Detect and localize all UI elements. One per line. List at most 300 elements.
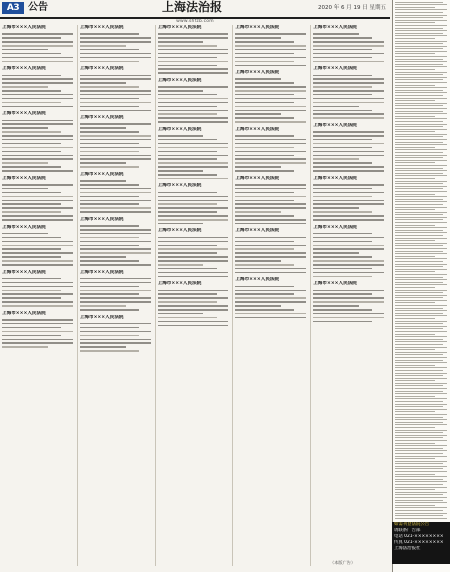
notice-text-line bbox=[158, 256, 229, 258]
notice-text-line bbox=[313, 75, 372, 77]
notice-text-line bbox=[80, 211, 151, 213]
court-notice bbox=[80, 217, 154, 266]
sidebar-text-line bbox=[395, 111, 443, 112]
notice-text-line bbox=[235, 223, 306, 225]
notice-text-line bbox=[158, 321, 229, 323]
notice-text-line bbox=[313, 45, 384, 47]
notice-text-line bbox=[2, 305, 73, 307]
notice-text-line bbox=[80, 241, 151, 243]
website-url: www.shfzb.com bbox=[176, 19, 214, 24]
notice-text-line bbox=[313, 139, 372, 141]
notice-text-line bbox=[80, 135, 151, 137]
sidebar-text-line bbox=[395, 160, 447, 161]
notice-text-line bbox=[80, 143, 139, 145]
notice-title: 上海市×××人民法院 bbox=[235, 228, 280, 234]
sidebar-text-line bbox=[395, 266, 443, 267]
sidebar-text-line bbox=[395, 199, 443, 200]
court-notice bbox=[313, 225, 387, 278]
notice-text-line bbox=[313, 233, 372, 235]
notice-text-line bbox=[80, 110, 151, 112]
notice-text-line bbox=[2, 200, 73, 202]
notice-text-line bbox=[313, 57, 372, 59]
notice-text-line bbox=[235, 117, 294, 119]
court-notice bbox=[2, 66, 76, 107]
sidebar-text-line bbox=[395, 191, 447, 192]
sidebar-text-line bbox=[395, 82, 447, 83]
sidebar-text-line bbox=[395, 360, 443, 361]
sidebar-text-line bbox=[395, 411, 435, 412]
notice-text-line bbox=[80, 342, 151, 344]
notice-text-line bbox=[80, 309, 139, 311]
notice-title: 上海市×××人民法院 bbox=[79, 216, 124, 222]
sidebar-text-line bbox=[395, 155, 447, 156]
sidebar-text-line bbox=[395, 181, 447, 182]
notice-text-line bbox=[80, 162, 126, 164]
notice-title: 上海市×××人民法院 bbox=[2, 269, 46, 275]
notice-title: 上海市×××人民法院 bbox=[2, 66, 46, 72]
sidebar-text-line bbox=[395, 492, 447, 493]
sidebar-text-line bbox=[395, 261, 443, 262]
sidebar-text-line bbox=[395, 463, 443, 464]
notice-text-line bbox=[313, 241, 372, 243]
notice-text-line bbox=[80, 203, 139, 205]
notice-text-line bbox=[313, 151, 384, 153]
notice-text-line bbox=[80, 327, 139, 329]
notice-text-line bbox=[235, 252, 306, 254]
notice-text-line bbox=[235, 290, 306, 292]
sidebar-text-line bbox=[395, 256, 435, 257]
notice-text-line bbox=[2, 94, 73, 96]
sidebar-text-line bbox=[395, 28, 443, 29]
notice-text-line bbox=[235, 94, 294, 96]
notice-text-line bbox=[313, 106, 359, 108]
notice-text-line bbox=[80, 278, 151, 280]
newspaper-masthead: 上海法治报 bbox=[162, 0, 223, 14]
notice-text-line bbox=[158, 110, 229, 112]
court-notice bbox=[235, 70, 309, 123]
sidebar-text-line bbox=[395, 448, 443, 449]
sidebar-text-line bbox=[395, 510, 443, 511]
notice-title: 上海市×××人民法院 bbox=[235, 70, 280, 76]
notice-text-line bbox=[80, 90, 151, 92]
sidebar-text-line bbox=[395, 502, 447, 503]
court-notice bbox=[2, 311, 76, 348]
notice-text-line bbox=[80, 184, 139, 186]
advertisement-box bbox=[392, 522, 450, 564]
notice-text-line bbox=[80, 123, 151, 125]
sidebar-text-line bbox=[395, 204, 443, 205]
sidebar-text-line bbox=[395, 515, 443, 516]
notice-text-line bbox=[313, 256, 372, 258]
court-notice bbox=[313, 281, 387, 322]
notice-text-line bbox=[235, 106, 306, 108]
notice-text-line bbox=[235, 260, 281, 262]
ad-text-line: 上海法治报社 bbox=[394, 546, 421, 551]
sidebar-text-line bbox=[395, 149, 447, 150]
notice-text-line bbox=[158, 143, 229, 145]
notice-text-line bbox=[2, 215, 73, 217]
notice-text-line bbox=[158, 264, 204, 266]
notice-text-line bbox=[2, 151, 61, 153]
notice-text-line bbox=[235, 49, 306, 51]
sidebar-text-line bbox=[395, 383, 447, 384]
notice-text-line bbox=[313, 200, 384, 202]
notice-text-line bbox=[80, 188, 151, 190]
sidebar-text-line bbox=[395, 507, 447, 508]
sidebar-text-line bbox=[395, 331, 447, 332]
notice-text-line bbox=[80, 350, 139, 352]
sidebar-text-line bbox=[395, 284, 447, 285]
sidebar-text-line bbox=[395, 165, 447, 166]
sidebar-text-line bbox=[395, 295, 447, 296]
notice-text-line bbox=[235, 256, 306, 258]
notice-title: 上海市×××人民法院 bbox=[157, 281, 202, 287]
sidebar-text-line bbox=[395, 240, 435, 241]
notice-text-line bbox=[158, 158, 217, 160]
notice-text-line bbox=[313, 98, 384, 100]
sidebar-text-line bbox=[395, 489, 435, 490]
sidebar-text-line bbox=[395, 175, 447, 176]
notice-text-line bbox=[235, 245, 306, 247]
notice-text-line bbox=[313, 264, 384, 266]
notice-text-line bbox=[2, 102, 61, 104]
sidebar-text-line bbox=[395, 53, 435, 54]
court-notice bbox=[80, 66, 154, 111]
notice-text-line bbox=[313, 53, 384, 55]
sidebar-text-line bbox=[395, 108, 447, 109]
notice-text-line bbox=[235, 237, 306, 239]
sidebar-text-line bbox=[395, 258, 447, 259]
notice-text-line bbox=[158, 301, 217, 303]
notice-text-line bbox=[313, 268, 372, 270]
notice-title: 上海市×××人民法院 bbox=[79, 25, 124, 30]
sidebar-text-line bbox=[395, 207, 447, 208]
sidebar-text-line bbox=[395, 168, 443, 169]
sidebar-text-line bbox=[395, 212, 447, 213]
notice-text-line bbox=[235, 192, 294, 194]
sidebar-text-line bbox=[395, 484, 443, 485]
notice-title: 上海市×××人民法院 bbox=[79, 115, 124, 121]
notice-text-line bbox=[313, 260, 384, 262]
notice-text-line bbox=[80, 293, 139, 295]
sidebar-text-line bbox=[395, 121, 443, 122]
sidebar-text-line bbox=[395, 139, 447, 140]
notice-text-line bbox=[235, 102, 294, 104]
notice-text-line bbox=[80, 252, 151, 254]
notice-text-line bbox=[2, 331, 73, 333]
sidebar-text-line bbox=[395, 354, 443, 355]
sidebar-text-line bbox=[395, 126, 443, 127]
sidebar-text-line bbox=[395, 419, 447, 420]
sidebar-text-line bbox=[395, 134, 447, 135]
notice-text-line bbox=[235, 309, 294, 311]
sidebar-text-line bbox=[395, 232, 447, 233]
sidebar-text-line bbox=[395, 313, 443, 314]
ad-text-line: 请联系广告部 bbox=[394, 528, 421, 533]
notice-text-line bbox=[2, 49, 48, 51]
sidebar-text-line bbox=[395, 435, 447, 436]
notice-text-line bbox=[80, 45, 126, 47]
sidebar-text-line bbox=[395, 219, 443, 220]
sidebar-text-line bbox=[395, 393, 447, 394]
notice-text-line bbox=[313, 196, 372, 198]
sidebar-text-line bbox=[395, 87, 447, 88]
notice-text-line bbox=[235, 90, 306, 92]
notice-text-line bbox=[158, 135, 204, 137]
notice-text-line bbox=[313, 305, 359, 307]
notice-text-line bbox=[158, 68, 229, 70]
notice-text-line bbox=[313, 293, 372, 295]
court-notice bbox=[2, 270, 76, 307]
notice-text-line bbox=[2, 339, 73, 341]
notice-text-line bbox=[235, 272, 306, 274]
notice-text-line bbox=[2, 264, 73, 266]
notice-title: 上海市×××人民法院 bbox=[157, 228, 202, 234]
notice-text-line bbox=[313, 297, 384, 299]
notice-text-line bbox=[158, 211, 217, 213]
notice-text-line bbox=[313, 33, 359, 35]
court-notice bbox=[313, 123, 387, 172]
notice-text-line bbox=[2, 61, 73, 63]
sidebar-text-line bbox=[395, 147, 435, 148]
ad-text-line: 电话 021-×××××××× bbox=[394, 534, 444, 539]
court-notice bbox=[158, 127, 232, 180]
notice-text-line bbox=[158, 98, 229, 100]
notice-text-line bbox=[158, 305, 229, 307]
notice-text-line bbox=[80, 86, 139, 88]
notice-title: 上海市×××人民法院 bbox=[2, 111, 46, 117]
sidebar-text-line bbox=[395, 339, 443, 340]
notice-text-line bbox=[313, 117, 384, 119]
notice-text-line bbox=[158, 207, 229, 209]
notice-text-line bbox=[158, 45, 217, 47]
notice-text-line bbox=[80, 82, 126, 84]
notice-text-line bbox=[313, 49, 372, 51]
sidebar-text-line bbox=[395, 479, 443, 480]
sidebar-text-line bbox=[395, 297, 443, 298]
notice-text-line bbox=[235, 45, 306, 47]
court-notice bbox=[2, 25, 76, 62]
sidebar-text-line bbox=[395, 321, 447, 322]
sidebar-text-line bbox=[395, 4, 447, 5]
notice-text-line bbox=[158, 121, 229, 123]
sidebar-text-line bbox=[395, 251, 443, 252]
notice-text-line bbox=[80, 98, 139, 100]
sidebar-text-line bbox=[395, 129, 447, 130]
notice-text-line bbox=[313, 192, 384, 194]
sidebar-text-line bbox=[395, 243, 447, 244]
sidebar-text-line bbox=[395, 450, 447, 451]
sidebar-text-line bbox=[395, 443, 435, 444]
sidebar-text-line bbox=[395, 48, 443, 49]
court-notice bbox=[2, 111, 76, 171]
sidebar-text-line bbox=[395, 378, 447, 379]
notice-text-line bbox=[2, 260, 73, 262]
notice-text-line bbox=[2, 335, 61, 337]
sidebar-text-line bbox=[395, 51, 447, 52]
notice-text-line bbox=[235, 53, 294, 55]
notice-text-line bbox=[235, 248, 294, 250]
notice-text-line bbox=[2, 293, 73, 295]
notice-text-line bbox=[235, 113, 281, 115]
notice-text-line bbox=[80, 37, 151, 39]
notice-text-line bbox=[2, 290, 61, 292]
notice-text-line bbox=[158, 241, 229, 243]
sidebar-text-line bbox=[395, 380, 435, 381]
sidebar-text-line bbox=[395, 430, 447, 431]
notice-title: 上海市×××人民法院 bbox=[2, 175, 46, 181]
sidebar-text-line bbox=[395, 41, 447, 42]
notice-title: 上海市×××人民法院 bbox=[2, 25, 46, 30]
sidebar-text-line bbox=[395, 292, 443, 293]
court-notice bbox=[235, 127, 309, 172]
sidebar-text-line bbox=[395, 66, 447, 67]
notice-text-line bbox=[2, 207, 73, 209]
notice-text-line bbox=[235, 268, 306, 270]
notice-text-line bbox=[80, 248, 151, 250]
notice-text-line bbox=[313, 248, 384, 250]
notice-text-line bbox=[235, 188, 306, 190]
notice-text-line bbox=[158, 313, 204, 315]
notice-text-line bbox=[158, 252, 217, 254]
notice-column bbox=[158, 25, 234, 566]
notice-text-line bbox=[80, 41, 151, 43]
notice-text-line bbox=[2, 139, 73, 141]
notice-text-line bbox=[313, 215, 384, 217]
sidebar-text-line bbox=[395, 131, 435, 132]
notice-text-line bbox=[158, 293, 217, 295]
notice-text-line bbox=[80, 256, 126, 258]
notice-title: 上海市×××人民法院 bbox=[157, 77, 202, 83]
notice-text-line bbox=[80, 196, 139, 198]
notice-text-line bbox=[158, 90, 204, 92]
notice-text-line bbox=[158, 237, 229, 239]
sidebar-text-line bbox=[395, 468, 443, 469]
sidebar-text-line bbox=[395, 9, 447, 10]
sidebar-text-line bbox=[395, 113, 447, 114]
sidebar-text-line bbox=[395, 33, 443, 34]
notice-text-line bbox=[2, 37, 61, 39]
sidebar-text-line bbox=[395, 238, 447, 239]
court-notice bbox=[80, 315, 154, 352]
sidebar-text-line bbox=[395, 388, 447, 389]
notice-text-line bbox=[313, 245, 384, 247]
sidebar-text-line bbox=[395, 302, 435, 303]
sidebar-text-line bbox=[395, 437, 443, 438]
sidebar-text-line bbox=[395, 92, 447, 93]
notice-title: 上海市×××人民法院 bbox=[313, 66, 357, 72]
notice-text-line bbox=[235, 196, 306, 198]
sidebar-text-line bbox=[395, 69, 435, 70]
notice-text-line bbox=[313, 203, 384, 205]
sidebar-text-line bbox=[395, 59, 443, 60]
notice-text-line bbox=[158, 151, 217, 153]
sidebar-text-line bbox=[395, 481, 447, 482]
sidebar-text-line bbox=[395, 64, 443, 65]
sidebar-text-line bbox=[395, 7, 435, 8]
notice-text-line bbox=[80, 57, 151, 59]
notice-text-line bbox=[313, 309, 372, 311]
notice-title: 上海市×××人民法院 bbox=[313, 122, 357, 128]
sidebar-text-line bbox=[395, 253, 447, 254]
sidebar-text-line bbox=[395, 118, 447, 119]
sidebar-text-line bbox=[395, 494, 443, 495]
sidebar-text-line bbox=[395, 222, 447, 223]
notice-text-line bbox=[158, 272, 229, 274]
notice-text-line bbox=[158, 117, 229, 119]
sidebar-text-line bbox=[395, 347, 447, 348]
sidebar-text-line bbox=[395, 279, 447, 280]
sidebar-text-line bbox=[395, 474, 435, 475]
notice-text-line bbox=[2, 319, 73, 321]
notice-text-line bbox=[313, 90, 384, 92]
notice-title: 上海市×××人民法院 bbox=[157, 126, 202, 132]
notice-text-line bbox=[80, 305, 126, 307]
notice-text-line bbox=[80, 335, 139, 337]
sidebar-text-line bbox=[395, 352, 447, 353]
sidebar-text-line bbox=[395, 456, 447, 457]
notice-text-line bbox=[235, 211, 281, 213]
sidebar-text-line bbox=[395, 336, 447, 337]
sidebar-text-line bbox=[395, 170, 447, 171]
notice-title: 上海市×××人民法院 bbox=[157, 183, 202, 189]
sidebar-text-line bbox=[395, 245, 443, 246]
sidebar-text-line bbox=[395, 300, 447, 301]
notice-text-line bbox=[235, 143, 306, 145]
notice-text-line bbox=[158, 215, 229, 217]
sidebar-text-line bbox=[395, 217, 447, 218]
notice-text-line bbox=[2, 301, 73, 303]
notice-text-line bbox=[158, 276, 229, 278]
notice-text-line bbox=[313, 162, 372, 164]
notice-text-line bbox=[2, 45, 73, 47]
sidebar-text-line bbox=[395, 367, 447, 368]
notice-column bbox=[80, 25, 156, 566]
notice-text-line bbox=[158, 166, 229, 168]
footer-note: （本版广告） bbox=[330, 560, 356, 565]
notice-text-line bbox=[235, 166, 281, 168]
notice-text-line bbox=[313, 94, 372, 96]
notice-text-line bbox=[235, 293, 294, 295]
notice-text-line bbox=[80, 106, 139, 108]
notice-text-line bbox=[313, 317, 384, 319]
sidebar-text-line bbox=[395, 142, 443, 143]
notice-text-line bbox=[158, 61, 229, 63]
notice-text-line bbox=[313, 135, 384, 137]
notice-text-line bbox=[80, 33, 139, 35]
sidebar-text-line bbox=[395, 424, 447, 425]
notice-text-line bbox=[2, 196, 73, 198]
notice-text-line bbox=[313, 37, 372, 39]
notice-text-line bbox=[313, 86, 372, 88]
notice-columns bbox=[2, 25, 388, 566]
notice-text-line bbox=[313, 78, 384, 80]
notice-text-line bbox=[313, 276, 372, 278]
notice-title: 上海市×××人民法院 bbox=[313, 175, 357, 181]
notice-text-line bbox=[80, 346, 126, 348]
notice-text-line bbox=[2, 162, 48, 164]
notice-text-line bbox=[2, 170, 73, 172]
sidebar-text-line bbox=[395, 188, 443, 189]
court-notice bbox=[158, 25, 232, 74]
notice-text-line bbox=[2, 98, 73, 100]
notice-text-line bbox=[2, 75, 61, 77]
sidebar-text-line bbox=[395, 15, 447, 16]
notice-text-line bbox=[158, 325, 229, 327]
notice-text-line bbox=[2, 158, 73, 160]
sidebar-text-line bbox=[395, 214, 443, 215]
notice-text-line bbox=[158, 86, 229, 88]
